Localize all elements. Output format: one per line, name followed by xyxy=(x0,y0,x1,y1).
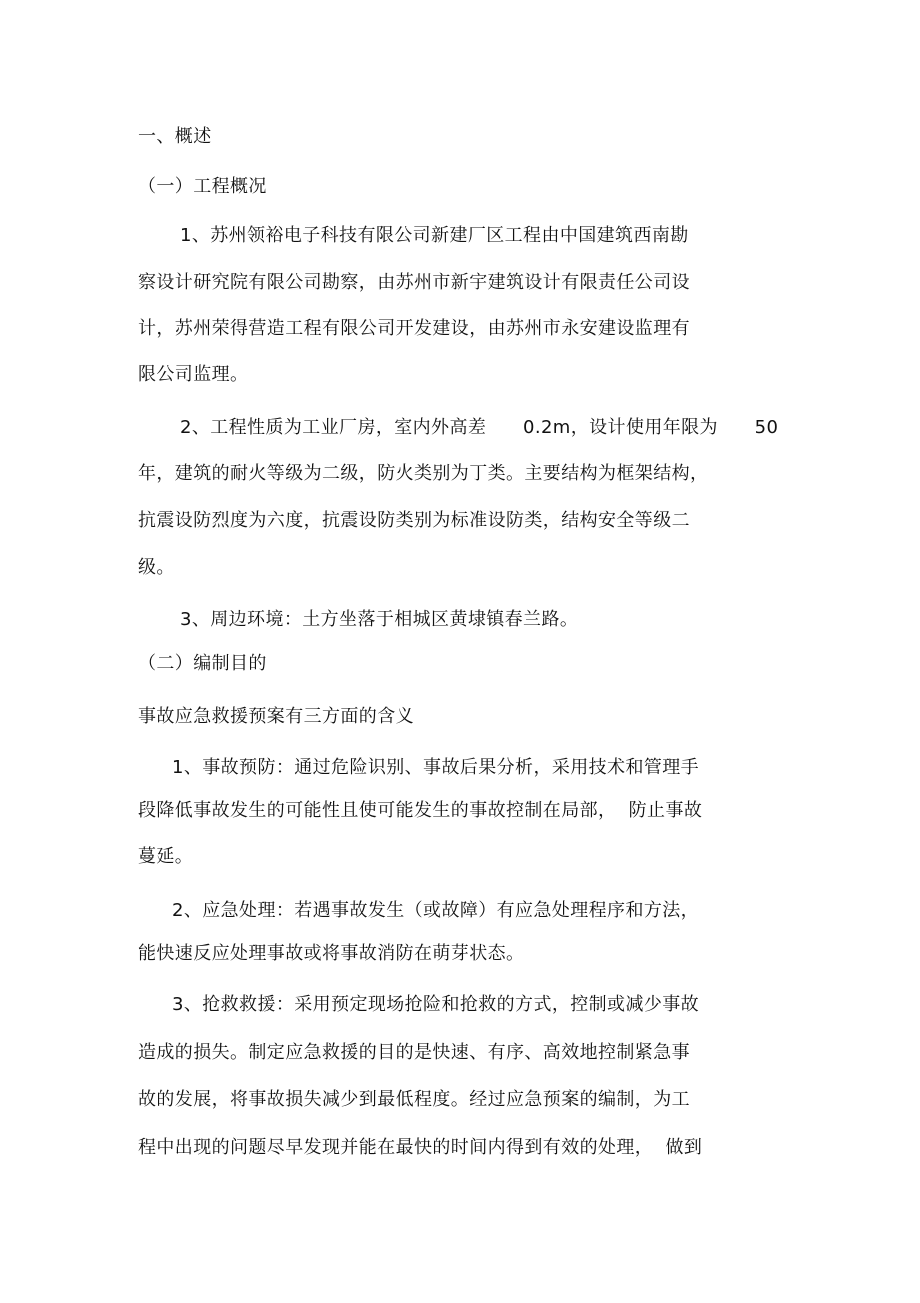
paragraph-line: 计，苏州荣得营造工程有限公司开发建设，由苏州市永安建设监理有 xyxy=(138,318,690,339)
paragraph-line: 故的发展，将事故损失减少到最低程度。经过应急预案的编制，为工 xyxy=(138,1089,690,1110)
subsection-heading: （二）编制目的 xyxy=(138,653,267,674)
paragraph-line: 段降低事故发生的可能性且使可能发生的事故控制在局部， 防止事故 xyxy=(138,800,703,821)
paragraph-line: 限公司监理。 xyxy=(138,364,249,385)
paragraph-line: 事故应急救援预案有三方面的含义 xyxy=(138,706,414,727)
paragraph-line: 2、应急处理：若遇事故发生（或故障）有应急处理程序和方法， xyxy=(172,900,700,921)
paragraph-line: 2、工程性质为工业厂房，室内外高差 0.2m，设计使用年限为 50 xyxy=(180,417,779,438)
paragraph-line: 1、事故预防：通过危险识别、事故后果分析，采用技术和管理手 xyxy=(172,757,700,778)
section-heading: 一、概述 xyxy=(138,126,212,147)
paragraph-line: 3、抢救救援：采用预定现场抢险和抢救的方式，控制或减少事故 xyxy=(172,994,700,1015)
paragraph-line: 察设计研究院有限公司勘察，由苏州市新宇建筑设计有限责任公司设 xyxy=(138,272,690,293)
paragraph-line: 抗震设防烈度为六度，抗震设防类别为标准设防类，结构安全等级二 xyxy=(138,510,690,531)
paragraph-line: 造成的损失。制定应急救援的目的是快速、有序、高效地控制紧急事 xyxy=(138,1042,690,1063)
subsection-heading: （一）工程概况 xyxy=(138,176,267,197)
paragraph-line: 能快速反应处理事故或将事故消防在萌芽状态。 xyxy=(138,943,525,964)
paragraph-line: 蔓延。 xyxy=(138,846,194,867)
paragraph-line: 程中出现的问题尽早发现并能在最快的时间内得到有效的处理， 做到 xyxy=(138,1137,703,1158)
paragraph-line: 1、苏州领裕电子科技有限公司新建厂区工程由中国建筑西南勘 xyxy=(180,225,689,246)
paragraph-line: 年，建筑的耐火等级为二级，防火类别为丁类。主要结构为框架结构， xyxy=(138,463,709,484)
paragraph-line: 级。 xyxy=(138,557,175,578)
paragraph-line: 3、周边环境：土方坐落于相城区黄埭镇春兰路。 xyxy=(180,609,579,630)
